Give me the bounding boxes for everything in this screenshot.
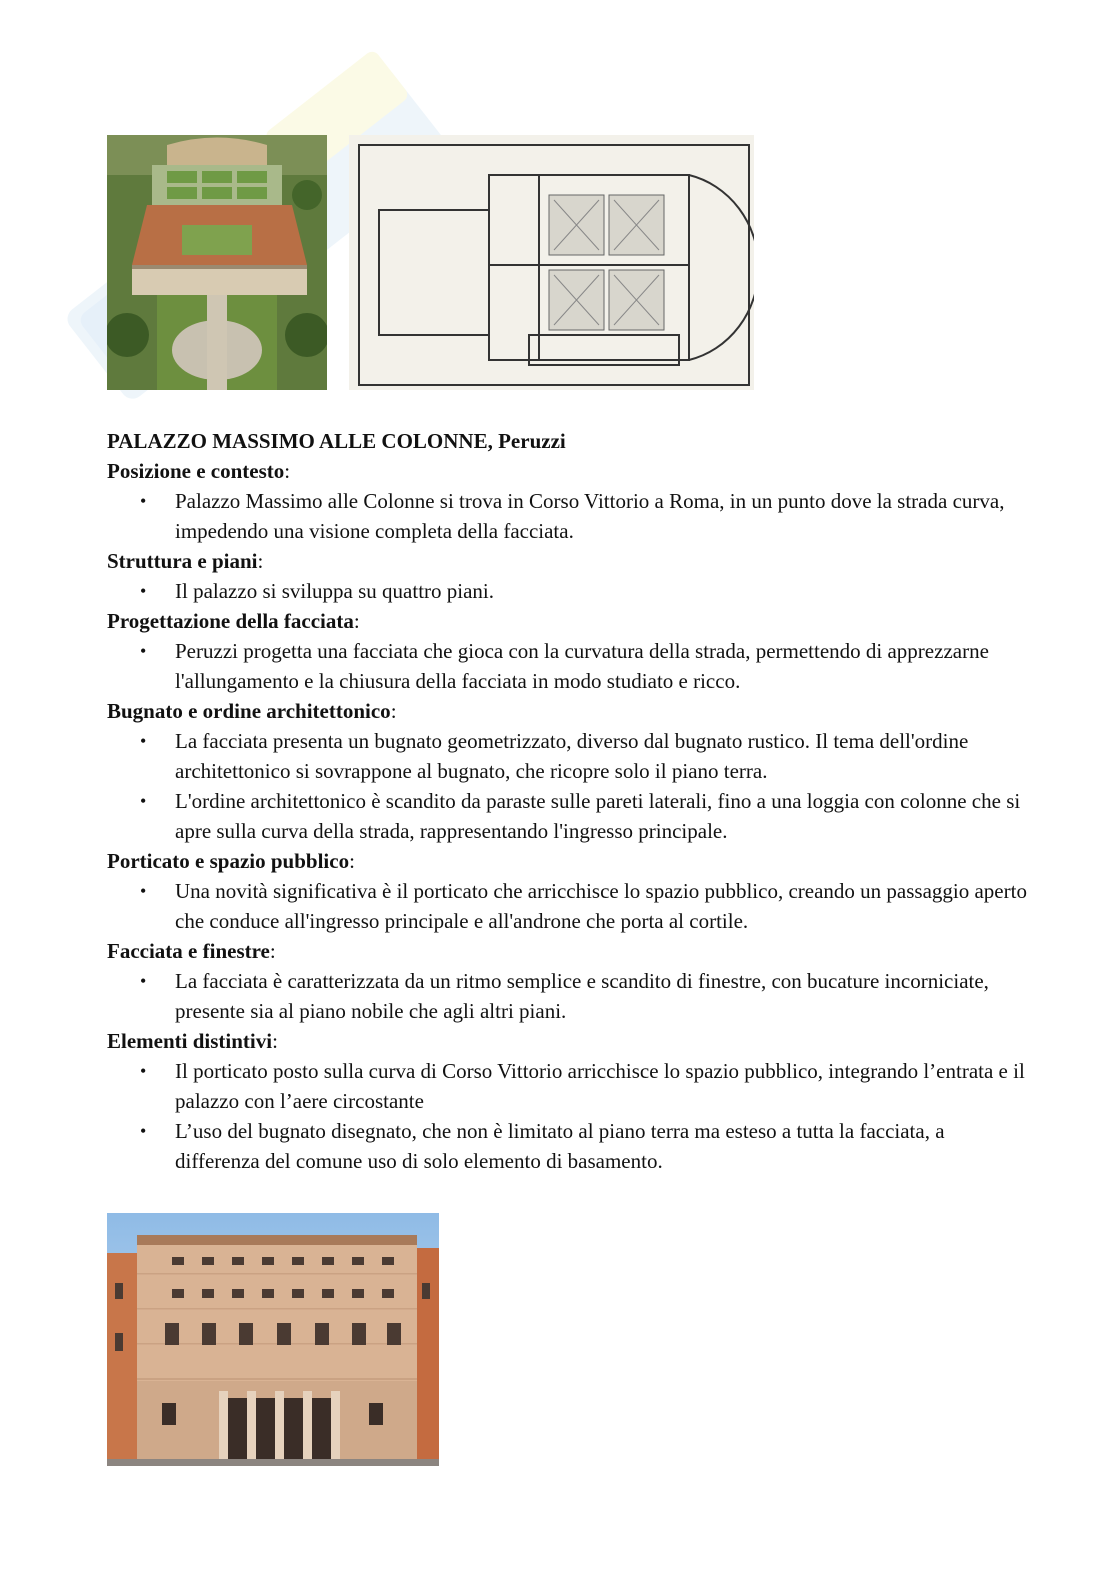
floor-plan-image <box>349 135 754 390</box>
bullet-item: • Il porticato posto sulla curva di Corso Vittorio arricchisce lo spazio pubblico, integrando l’entrata e il palazzo con l’aere circostante <box>107 1056 1027 1116</box>
heading-text: Progettazione della facciata <box>107 609 354 633</box>
bullet-list <box>107 876 1027 936</box>
bullet-item: • Una novità significativa è il porticato che arricchisce lo spazio pubblico, creando un passaggio aperto che conduce all'ingresso principale e all'androne che porta al cortile. <box>107 876 1027 936</box>
bullet-item: • Il palazzo si sviluppa su quattro piani. <box>107 576 1027 606</box>
document-body <box>107 426 1027 1176</box>
bullet-list <box>107 486 1027 546</box>
bullet-list <box>107 576 1027 606</box>
section-heading: Porticato e spazio pubblico: <box>107 849 355 873</box>
heading-text: Elementi distintivi <box>107 1029 273 1053</box>
bullet-list <box>107 726 1027 846</box>
section-heading: Facciata e finestre: <box>107 939 276 963</box>
heading-text: Facciata e finestre <box>107 939 270 963</box>
section-heading: Elementi distintivi: <box>107 1029 278 1053</box>
section-heading: Posizione e contesto: <box>107 459 291 483</box>
title-author: Peruzzi <box>498 429 566 453</box>
bullet-item: • La facciata è caratterizzata da un ritmo semplice e scandito di finestre, con bucature incorniciate, presente sia al piano nobile che agli altri piani. <box>107 966 1027 1026</box>
bullet-item: • L'ordine architettonico è scandito da paraste sulle pareti laterali, fino a una loggia con colonne che si apre sulla curva della strada, rappresentando l'ingresso principale. <box>107 786 1027 846</box>
heading-text: Posizione e contesto <box>107 459 285 483</box>
bullet-item: • L’uso del bugnato disegnato, che non è limitato al piano terra ma esteso a tutta la facciata, a differenza del comune uso di solo elemento di basamento. <box>107 1116 1027 1176</box>
section-heading: Struttura e piani: <box>107 549 264 573</box>
heading-text: Porticato e spazio pubblico <box>107 849 350 873</box>
aerial-view-image <box>107 135 327 390</box>
title-main: PALAZZO MASSIMO ALLE COLONNE, <box>107 429 493 453</box>
heading-text: Struttura e piani <box>107 549 258 573</box>
heading-text: Bugnato e ordine architettonico <box>107 699 391 723</box>
bullet-item: • La facciata presenta un bugnato geometrizzato, diverso dal bugnato rustico. Il tema dell'ordine architettonico si sovrappone al bugnato, che ricopre solo il piano terra. <box>107 726 1027 786</box>
section-heading: Progettazione della facciata: <box>107 609 360 633</box>
section-heading: Bugnato e ordine architettonico: <box>107 699 397 723</box>
bullet-item: • Peruzzi progetta una facciata che gioca con la curvatura della strada, permettendo di apprezzarne l'allungamento e la chiusura della facciata in modo studiato e ricco. <box>107 636 1027 696</box>
facade-photo-image <box>107 1213 439 1466</box>
bullet-list <box>107 636 1027 696</box>
document-title <box>107 426 1027 456</box>
bullet-list <box>107 1056 1027 1176</box>
bullet-list <box>107 966 1027 1026</box>
bullet-item: • Palazzo Massimo alle Colonne si trova in Corso Vittorio a Roma, in un punto dove la strada curva, impedendo una visione completa della facciata. <box>107 486 1027 546</box>
